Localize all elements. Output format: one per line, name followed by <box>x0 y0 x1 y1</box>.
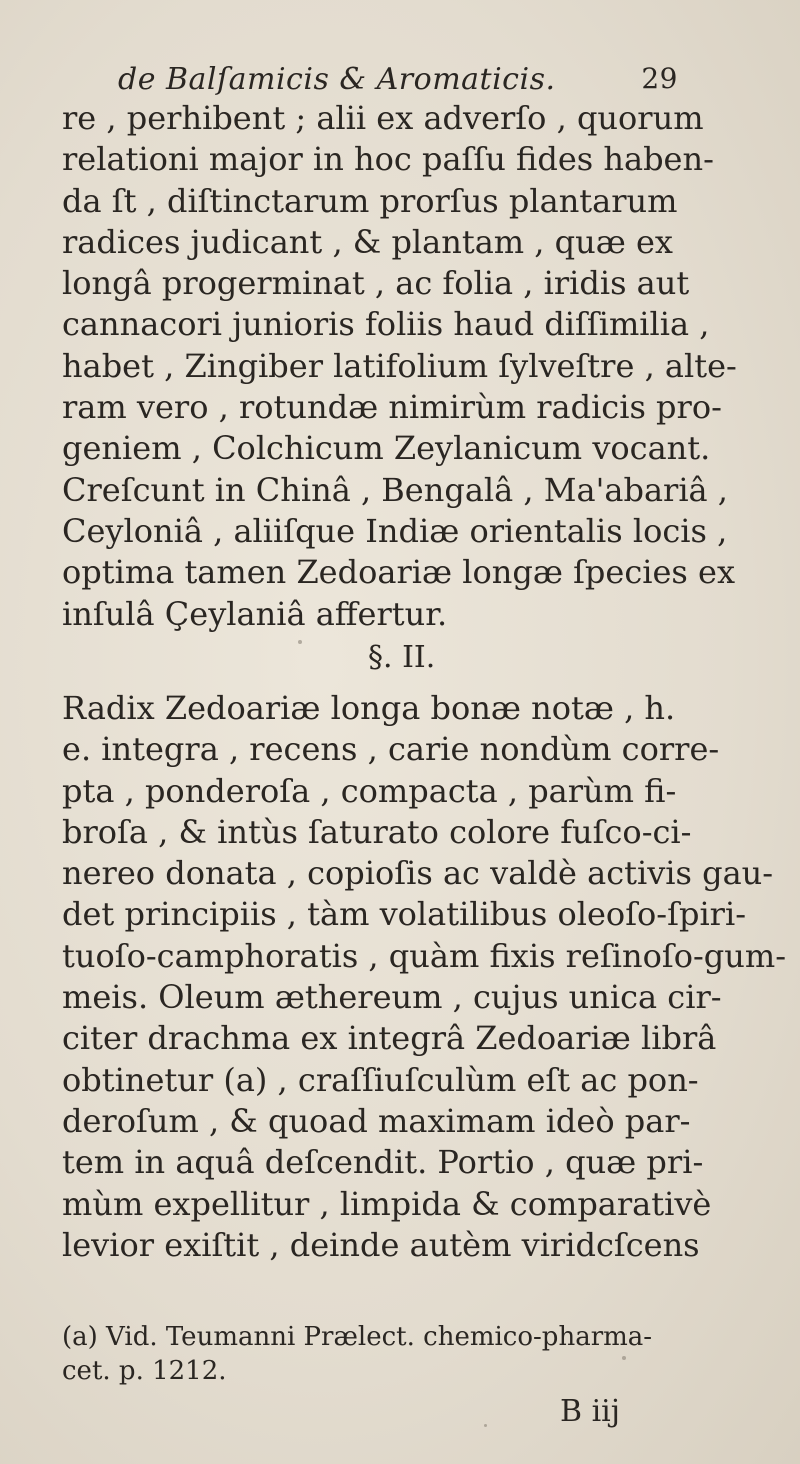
paper-speck <box>298 640 302 644</box>
footnote-line: cet. p. 1212. <box>62 1356 227 1386</box>
paragraph-2 <box>62 688 787 1266</box>
text-line: det principiis , tàm volatilibus oleoſo-ſpiri- <box>62 895 747 934</box>
running-title: de Balſamicis & Aromaticis. <box>118 62 556 97</box>
text-line: obtinetur (a) , craſſiuſculùm eſt ac pon- <box>62 1060 699 1099</box>
text-line: Creſcunt in Chinâ , Bengalâ , Ma'abariâ , <box>62 470 728 509</box>
text-line: meis. Oleum æthereum , cujus unica cir- <box>62 978 722 1017</box>
text-line: ram vero , rotundæ nimirùm radicis pro- <box>62 388 722 427</box>
page-header <box>118 62 678 102</box>
signature-mark: B iij <box>560 1394 621 1429</box>
page-number: 29 <box>641 62 678 95</box>
paper-speck <box>622 1356 626 1360</box>
text-line: tem in aquâ deſcendit. Portio , quæ pri- <box>62 1143 704 1182</box>
text-line: broſa , & intùs ſaturato colore fuſco-ci- <box>62 812 692 851</box>
text-line: longâ progerminat , ac folia , iridis aut <box>62 264 690 303</box>
text-line: Radix Zedoariæ longa bonæ notæ , h. <box>62 689 676 727</box>
text-line: inſulâ Çeylaniâ affertur. <box>62 594 448 633</box>
text-line: Ceyloniâ , aliiſque Indiæ orientalis locis , <box>62 511 728 550</box>
text-line: citer drachma ex integrâ Zedoariæ librâ <box>62 1019 717 1058</box>
paper-speck <box>484 1424 487 1427</box>
text-line: relationi major in hoc paſſu fides haben- <box>62 140 714 179</box>
text-line: nereo donata , copioſis ac valdè activis gau- <box>62 854 774 893</box>
text-line: pta , ponderoſa , compacta , parùm fi- <box>62 771 677 810</box>
text-line: habet , Zingiber latifolium ſylveſtre , alte- <box>62 346 737 385</box>
text-line: tuoſo-camphoratis , quàm fixis reſinoſo-gum- <box>62 936 787 975</box>
text-line: geniem , Colchicum Zeylanicum vocant. <box>62 429 711 468</box>
footnote-line: (a) Vid. Teumanni Prælect. chemico-pharma- <box>62 1322 653 1352</box>
text-line: optima tamen Zedoariæ longæ ſpecies ex <box>62 553 735 592</box>
text-line: e. integra , recens , carie nondùm corre- <box>62 730 720 769</box>
text-line: radices judicant , & plantam , quæ ex <box>62 222 673 261</box>
text-line: re , perhibent ; alii ex adverſo , quorum <box>62 99 704 137</box>
text-line: da ſt , diſtinctarum prorſus plantarum <box>62 181 678 220</box>
text-line: deroſum , & quoad maximam ideò par- <box>62 1101 691 1140</box>
text-line: cannacori junioris foliis haud diſſimilia , <box>62 305 710 344</box>
footnote <box>62 1320 762 1388</box>
section-heading: §. II. <box>368 640 436 675</box>
text-line: levior exiſtit , deinde autèm viridcſcens <box>62 1225 700 1264</box>
text-line: mùm expellitur , limpida & comparativè <box>62 1184 712 1223</box>
paragraph-1 <box>62 98 752 635</box>
